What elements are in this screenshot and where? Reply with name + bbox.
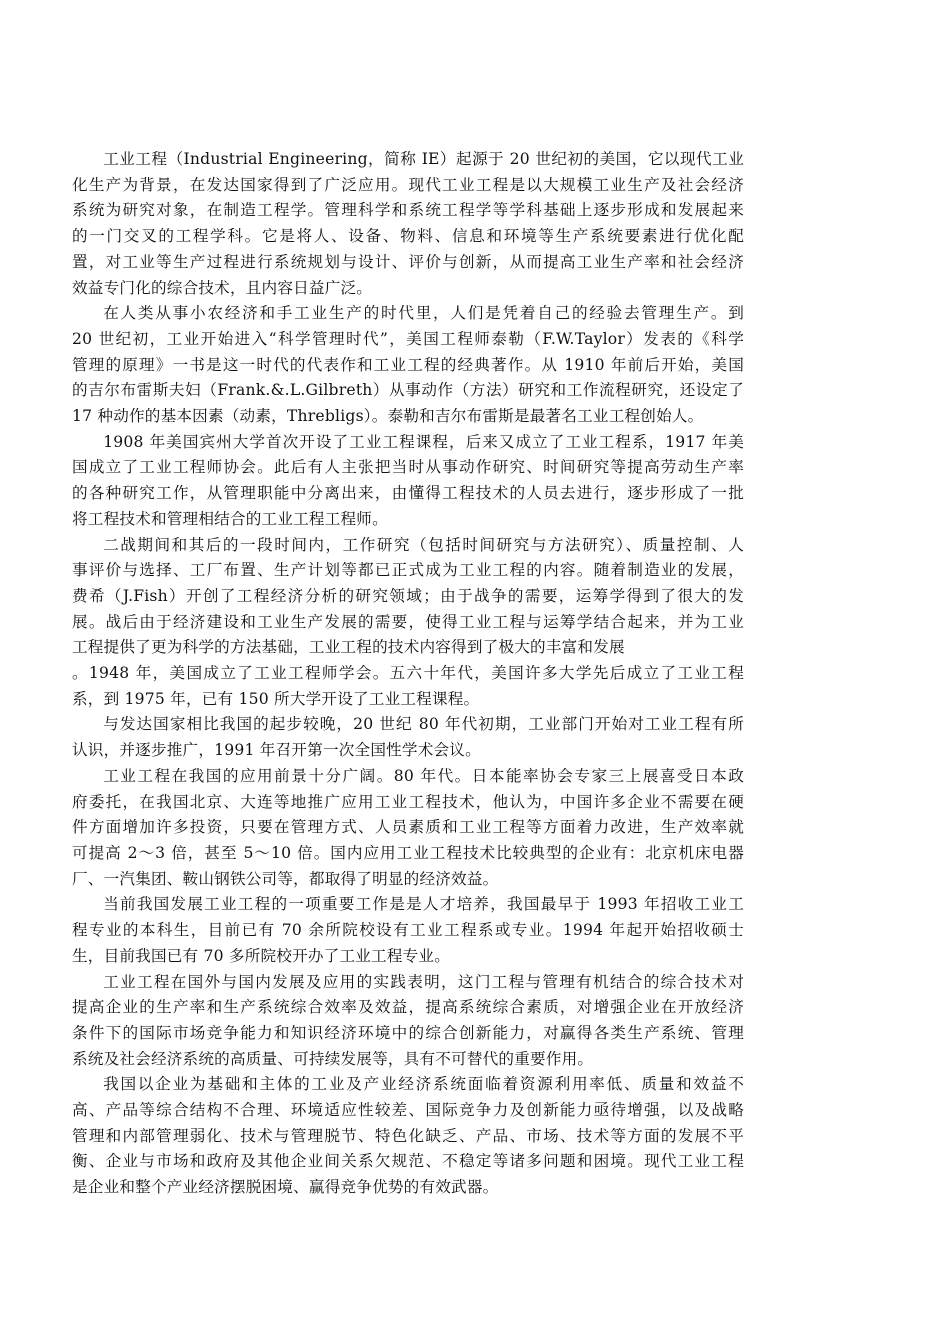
text-line: 府委托，在我国北京、大连等地推广应用工业工程技术，他认为，中国许多企业不需要在硬 — [72, 792, 744, 811]
text-line: 可提高 2～3 倍，甚至 5～10 倍。国内应用工业工程技术比较典型的企业有：北京机床电器 — [72, 843, 744, 862]
paragraph-1908-courses — [72, 430, 744, 533]
text-line: 高、产品等综合结构不合理、环境适应性较差、国际竞争力及创新能力亟待增强，以及战略 — [72, 1101, 744, 1120]
paragraph-practice-results — [72, 970, 744, 1073]
text-line: 事评价与选择、工厂布置、生产计划等都已正式成为工业工程的内容。随着制造业的发展， — [72, 561, 744, 580]
text-line: 生，目前我国已有 70 多所院校开办了工业工程专业。 — [72, 946, 451, 965]
paragraph-wwii-period — [72, 533, 744, 713]
text-line: 工业工程（Industrial Engineering，简称 IE）起源于 20 世纪初的美国，它以现代工业 — [103, 150, 744, 168]
text-line: 提高企业的生产率和生产系统综合效率及效益，提高系统综合素质，对增强企业在开放经济 — [72, 998, 744, 1017]
text-line: 置，对工业等生产过程进行系统规划与设计、评价与创新，从而提高工业生产率和社会经济 — [72, 252, 744, 271]
text-line: 20 世纪初，工业开始进入“科学管理时代”，美国工程师泰勒（F.W.Taylor）发表的《科学 — [72, 329, 744, 348]
paragraph-industry-challenges — [72, 1072, 744, 1201]
text-line: 效益专门化的综合技术，且内容日益广泛。 — [72, 278, 373, 297]
paragraph-china-start — [72, 712, 744, 763]
text-line: 件方面增加许多投资，只要在管理方式、人员素质和工业工程等方面着力改进，生产效率就 — [72, 818, 744, 837]
text-line: 是企业和整个产业经济摆脱困境、赢得竞争优势的有效武器。 — [72, 1178, 499, 1197]
text-line: 管理和内部管理弱化、技术与管理脱节、特色化缺乏、产品、市场、技术等方面的发展不平 — [72, 1126, 744, 1145]
text-line: 将工程技术和管理相结合的工业工程工程师。 — [72, 509, 388, 528]
text-line: 国成立了工业工程师协会。此后有人主张把当时从事动作研究、时间研究等提高劳动生产率 — [72, 458, 744, 477]
text-line: 的一门交叉的工程学科。它是将人、设备、物料、信息和环境等生产系统要素进行优化配 — [72, 227, 744, 246]
text-line: 衡、企业与市场和政府及其他企业间关系欠规范、不稳定等诸多问题和困境。现代工业工程 — [72, 1152, 744, 1171]
document-body — [72, 147, 744, 1201]
paragraph-china-prospects — [72, 764, 744, 893]
text-line: 展。战后由于经济建设和工业生产发展的需要，使得工业工程与运筹学结合起来，并为工业 — [72, 612, 744, 631]
paragraph-ie-origin — [72, 147, 744, 301]
text-line: 。1948 年，美国成立了工业工程师学会。五六十年代，美国许多大学先后成立了工业工程 — [72, 664, 744, 683]
paragraph-talent-training — [72, 892, 744, 969]
text-line: 与发达国家相比我国的起步较晚，20 世纪 80 年代初期，工业部门开始对工业工程有所 — [103, 715, 744, 734]
text-line: 17 种动作的基本因素（动素，Threbligs）。泰勒和吉尔布雷斯是最著名工业工程创始人。 — [72, 407, 704, 426]
text-line: 工业工程在我国的应用前景十分广阔。80 年代。日本能率协会专家三上展喜受日本政 — [103, 766, 744, 785]
text-line: 厂、一汽集团、鞍山钢铁公司等，都取得了明显的经济效益。 — [72, 869, 499, 888]
text-line: 在人类从事小农经济和手工业生产的时代里，人们是凭着自己的经验去管理生产。到 — [103, 304, 744, 323]
text-line: 管理的原理》一书是这一时代的代表作和工业工程的经典著作。从 1910 年前后开始，美国 — [72, 355, 744, 374]
text-line: 的吉尔布雷斯夫妇（Frank.&.L.Gilbreth）从事动作（方法）研究和工作流程研究，还设定了 — [72, 381, 744, 400]
text-line: 化生产为背景，在发达国家得到了广泛应用。现代工业工程是以大规模工业生产及社会经济 — [72, 175, 744, 194]
text-line: 认识，并逐步推广，1991 年召开第一次全国性学术会议。 — [72, 741, 481, 760]
text-line: 当前我国发展工业工程的一项重要工作是是人才培养，我国最早于 1993 年招收工业工 — [103, 895, 744, 914]
paragraph-scientific-management — [72, 301, 744, 430]
text-line: 工程提供了更为科学的方法基础，工业工程的技术内容得到了极大的丰富和发展 — [72, 638, 625, 657]
text-line: 我国以企业为基础和主体的工业及产业经济系统面临着资源利用率低、质量和效益不 — [103, 1075, 744, 1094]
text-line: 系统为研究对象，在制造工程学。管理科学和系统工程学等学科基础上逐步形成和发展起来 — [72, 201, 744, 220]
text-line: 二战期间和其后的一段时间内，工作研究（包括时间研究与方法研究）、质量控制、人 — [103, 535, 744, 554]
text-line: 1908 年美国宾州大学首次开设了工业工程课程，后来又成立了工业工程系，1917 年美 — [103, 432, 744, 451]
text-line: 工业工程在国外与国内发展及应用的实践表明，这门工程与管理有机结合的综合技术对 — [103, 972, 744, 991]
text-line: 系，到 1975 年，已有 150 所大学开设了工业工程课程。 — [72, 689, 480, 708]
text-line: 费希（J.Fish）开创了工程经济分析的研究领域；由于战争的需要，运筹学得到了很大的发 — [72, 586, 744, 605]
text-line: 条件下的国际市场竞争能力和知识经济环境中的综合创新能力，对赢得各类生产系统、管理 — [72, 1023, 744, 1042]
text-line: 程专业的本科生，目前已有 70 余所院校设有工业工程系或专业。1994 年起开始招收硕士 — [72, 921, 744, 940]
text-line: 系统及社会经济系统的高质量、可持续发展等，具有不可替代的重要作用。 — [72, 1049, 594, 1068]
text-line: 的各种研究工作，从管理职能中分离出来，由懂得工程技术的人员去进行，逐步形成了一批 — [72, 484, 744, 503]
